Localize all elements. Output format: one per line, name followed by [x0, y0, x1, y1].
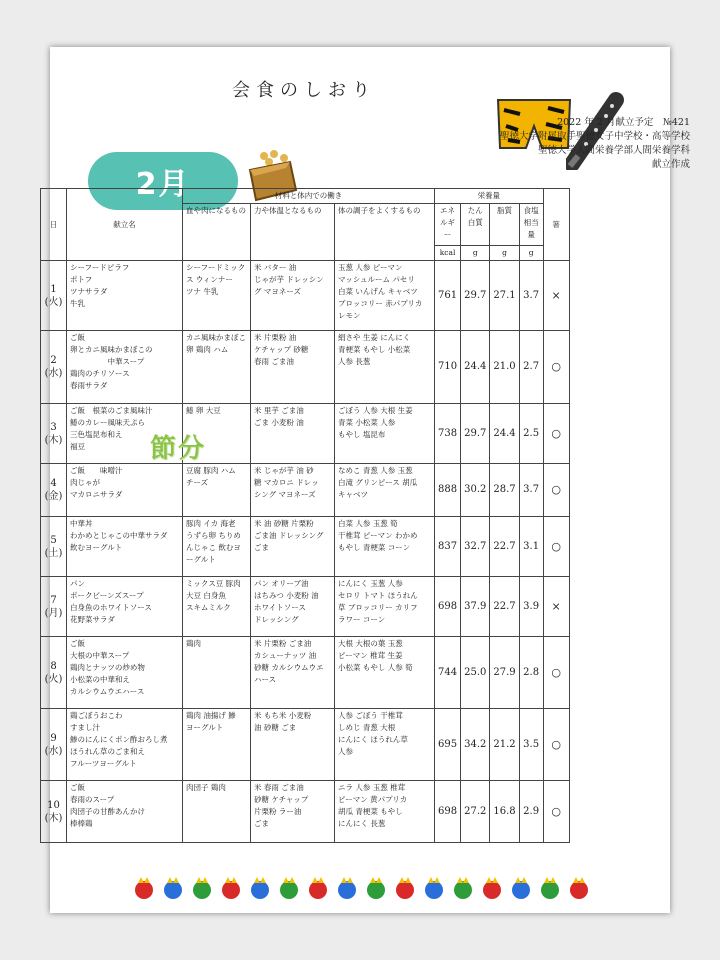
list-item: 草 ブロッコリー カリフ	[338, 603, 418, 612]
weekday: (水)	[44, 368, 63, 379]
weekday: (木)	[44, 812, 63, 824]
footer-oni-mark	[164, 881, 182, 899]
list-item: 肉団子 鶏肉	[186, 783, 226, 792]
list-item: なめこ 青葱 人参 玉葱	[338, 466, 413, 475]
list-item: 白菜 いんげん キャベツ	[338, 287, 418, 296]
protein-value: 37.9	[461, 577, 490, 637]
footer-oni-mark	[570, 881, 588, 899]
list-item: 米 油 砂糖 片栗粉	[254, 519, 314, 528]
menu-cell	[67, 709, 183, 781]
weekday: (火)	[44, 673, 63, 685]
list-item: 白身魚のホワイトソース	[70, 603, 152, 612]
list-item: カニ風味かまぼこ	[186, 333, 246, 342]
list-item: 鶏肉	[186, 639, 201, 648]
weekday: (水)	[44, 745, 63, 757]
energy-value: 698	[435, 577, 461, 637]
salt-value: 3.7	[519, 464, 543, 517]
list-item: 人参 長葱	[338, 357, 371, 366]
list-item: 白滝 グリンピース 胡瓜	[338, 478, 418, 487]
footer-oni-mark	[541, 881, 559, 899]
list-item: 鰆のカレー風味天ぷら	[70, 418, 145, 427]
energy-value: 744	[435, 637, 461, 709]
list-item: 鶏ごぼうおこわ	[70, 711, 123, 720]
list-item: カルシウムウエハース	[70, 687, 145, 696]
day-cell	[41, 404, 67, 464]
header-protein: たん白質	[461, 204, 490, 246]
list-item: ツナサラダ	[70, 287, 108, 296]
list-item: 肉じゃが	[70, 478, 100, 487]
weekday: (火)	[44, 296, 63, 308]
green-group-cell	[335, 517, 435, 577]
footer-oni-row-icon	[130, 876, 590, 900]
list-item: ごま	[254, 543, 269, 552]
energy-value: 888	[435, 464, 461, 517]
protein-value: 34.2	[461, 709, 490, 781]
day-number: 10	[47, 799, 60, 811]
list-item: 飲むヨーグルト	[70, 543, 123, 552]
energy-value: 738	[435, 404, 461, 464]
red-group-cell	[183, 464, 251, 517]
unit-protein: g	[461, 246, 490, 261]
header-yellow-group: 力や体温となるもの	[251, 204, 335, 261]
list-item: 油 砂糖 ごま	[254, 723, 297, 732]
day-cell	[41, 781, 67, 843]
table-row	[41, 709, 570, 781]
day-cell	[41, 637, 67, 709]
list-item: ニラ 人参 玉葱 椎茸	[338, 783, 406, 792]
footer-oni-mark	[367, 881, 385, 899]
list-item: もやし 塩昆布	[338, 430, 386, 439]
protein-value: 29.7	[461, 261, 490, 331]
header-nutrition: 栄養量	[435, 189, 544, 204]
day-number: 8	[50, 660, 57, 672]
list-item: ごま	[254, 819, 269, 828]
list-item: 鶏肉とナッツの炒め物	[70, 663, 145, 672]
header-fat: 脂質	[490, 204, 519, 246]
weekday: (木)	[44, 434, 63, 446]
month-badge: 2月	[88, 152, 238, 210]
energy-value: 698	[435, 781, 461, 843]
table-row	[41, 464, 570, 517]
list-item: 豚肉 イカ 海老	[186, 519, 236, 528]
chopsticks-mark: ○	[543, 404, 569, 464]
page-title: 会食のしおり	[232, 80, 376, 101]
menu-table-body	[41, 261, 570, 843]
day-number: 4	[50, 478, 57, 489]
list-item: 鶏肉 油揚げ 鯵	[186, 711, 236, 720]
red-group-cell	[183, 261, 251, 331]
green-group-cell	[335, 404, 435, 464]
fat-value: 16.8	[490, 781, 519, 843]
list-item: 絹さや 生姜 にんにく	[338, 333, 411, 342]
header-red-group: 血や肉になるもの	[183, 204, 251, 261]
day-number: 1	[50, 283, 57, 295]
menu-cell	[67, 464, 183, 517]
chopsticks-mark: ○	[543, 709, 569, 781]
list-item: ドレッシング	[254, 615, 299, 624]
menu-cell	[67, 637, 183, 709]
list-item: 小松菜 もやし 人参 筍	[338, 663, 413, 672]
energy-value: 695	[435, 709, 461, 781]
list-item: 米 バター 油	[254, 263, 297, 272]
list-item: 米 片栗粉 ごま油	[254, 639, 312, 648]
chopsticks-mark: ○	[543, 637, 569, 709]
list-item: グ マヨネーズ	[254, 287, 302, 296]
list-item: 干椎茸 ピーマン わかめ	[338, 531, 418, 540]
salt-value: 2.5	[519, 404, 543, 464]
header-ingredients: 材料と体内での働き	[183, 189, 435, 204]
footer-oni-mark	[454, 881, 472, 899]
footer-oni-mark	[338, 881, 356, 899]
yellow-group-cell	[251, 517, 335, 577]
list-item: 大根の中華スープ	[70, 651, 130, 660]
list-item: マカロニサラダ	[70, 490, 123, 499]
department-name: 聖徳大学人間栄養学部人間栄養学科	[537, 145, 690, 156]
fat-value: 27.9	[490, 637, 519, 709]
header-energy: エネルギー	[435, 204, 461, 246]
menu-cell	[67, 577, 183, 637]
red-group-cell	[183, 781, 251, 843]
table-row	[41, 331, 570, 404]
list-item: 福豆	[70, 442, 85, 451]
green-group-cell	[335, 709, 435, 781]
protein-value: 29.7	[461, 404, 490, 464]
table-row	[41, 637, 570, 709]
red-group-cell	[183, 517, 251, 577]
green-group-cell	[335, 331, 435, 404]
header-green-group: 体の調子をよくするもの	[335, 204, 435, 261]
yellow-group-cell	[251, 404, 335, 464]
salt-value: 2.7	[519, 331, 543, 404]
yellow-group-cell	[251, 781, 335, 843]
day-cell	[41, 517, 67, 577]
list-item: ポトフ	[70, 275, 93, 284]
list-item: しめじ 青葱 大根	[338, 723, 396, 732]
list-item: 大豆 白身魚	[186, 591, 226, 600]
salt-value: 3.1	[519, 517, 543, 577]
list-item: シーフードピラフ	[70, 263, 130, 272]
list-item: にんにく 長葱	[338, 819, 386, 828]
salt-value: 2.8	[519, 637, 543, 709]
list-item: 青菜 小松菜 人参	[338, 418, 396, 427]
school-name: 聖徳大学附属取手聖徳女子中学校・高等学校	[499, 131, 690, 142]
header-menu: 献立名	[67, 189, 183, 261]
green-group-cell	[335, 781, 435, 843]
list-item: ピーマン 椎茸 生姜	[338, 651, 403, 660]
day-cell	[41, 331, 67, 404]
list-item: 肉団子の甘酢あんかけ	[70, 807, 145, 816]
yellow-group-cell	[251, 577, 335, 637]
protein-value: 27.2	[461, 781, 490, 843]
list-item: ホワイトソース	[254, 603, 306, 612]
list-item: 棒棒鶏	[70, 819, 93, 828]
footer-oni-mark	[251, 881, 269, 899]
table-row	[41, 517, 570, 577]
day-cell	[41, 261, 67, 331]
day-cell	[41, 709, 67, 781]
list-item: 米 里芋 ごま油	[254, 406, 304, 415]
footer-oni-mark	[222, 881, 240, 899]
list-item: パン オリーブ油	[254, 579, 309, 588]
footer-oni-mark	[483, 881, 501, 899]
table-row	[41, 404, 570, 464]
red-group-cell	[183, 331, 251, 404]
list-item: キャベツ	[338, 490, 368, 499]
chopsticks-mark: ○	[543, 517, 569, 577]
red-group-cell	[183, 709, 251, 781]
list-item: 花野菜サラダ	[70, 615, 115, 624]
list-item: 小松菜の中華和え	[70, 675, 130, 684]
chopsticks-mark: ○	[543, 464, 569, 517]
protein-value: 24.4	[461, 331, 490, 404]
protein-value: 30.2	[461, 464, 490, 517]
footer-oni-mark	[396, 881, 414, 899]
list-item: うずら卵 ちりめ	[186, 531, 241, 540]
list-item: ヨーグルト	[186, 723, 224, 732]
list-item: 鶏肉のチリソース	[70, 369, 130, 378]
header-salt: 食塩相当量	[519, 204, 543, 246]
fat-value: 22.7	[490, 577, 519, 637]
list-item: セロリ トマト ほうれん	[338, 591, 418, 600]
list-item: 米 もち米 小麦粉	[254, 711, 312, 720]
list-item: 春雨のスープ	[70, 795, 115, 804]
green-group-cell	[335, 464, 435, 517]
list-item: 玉葱 人参 ピーマン	[338, 263, 403, 272]
info-block	[500, 116, 690, 172]
day-cell	[41, 577, 67, 637]
schedule-line: 2022 年 2 月献立予定 №421	[557, 117, 690, 128]
header-day: 日	[41, 189, 67, 261]
list-item: 卵とカニ風味かまぼこの	[70, 345, 153, 354]
list-item: 大根 大根の葉 玉葱	[338, 639, 403, 648]
menu-cell	[67, 781, 183, 843]
list-item: にんにく 玉葱 人参	[338, 579, 403, 588]
list-item: 豆腐 豚肉 ハム	[186, 466, 236, 475]
red-group-cell	[183, 577, 251, 637]
list-item: 牛乳	[70, 299, 85, 308]
footer-oni-mark	[193, 881, 211, 899]
footer-oni-mark	[309, 881, 327, 899]
green-group-cell	[335, 577, 435, 637]
list-item: フルーツヨーグルト	[70, 759, 137, 768]
list-item: にんにく ほうれん草	[338, 735, 408, 744]
list-item: ご飯 味噌汁	[70, 466, 123, 475]
list-item: 米 じゃが芋 油 砂	[254, 466, 314, 475]
list-item: んじゃこ 飲むヨ	[186, 543, 241, 552]
menu-table	[40, 188, 570, 843]
list-item: シーフードミック	[186, 263, 246, 272]
list-item: 胡瓜 青梗菜 もやし	[338, 807, 403, 816]
list-item: 鯵のにんにくポン酢おろし煮	[70, 735, 168, 744]
fat-value: 27.1	[490, 261, 519, 331]
list-item: ごぼう 人参 大根 生姜	[338, 406, 413, 415]
day-number: 3	[50, 421, 57, 433]
fat-value: 21.2	[490, 709, 519, 781]
list-item: レモン	[338, 311, 361, 320]
list-item: 人参	[338, 747, 353, 756]
fat-value: 21.0	[490, 331, 519, 404]
list-item: はちみつ 小麦粉 油	[254, 591, 319, 600]
energy-value: 710	[435, 331, 461, 404]
list-item: 人参 ごぼう 干椎茸	[338, 711, 403, 720]
list-item: マッシュルーム パセリ	[338, 275, 415, 284]
list-item: ーグルト	[186, 555, 216, 564]
day-cell	[41, 464, 67, 517]
yellow-group-cell	[251, 637, 335, 709]
list-item: ハース	[254, 675, 277, 684]
list-item: ケチャップ 砂糖	[254, 345, 309, 354]
list-item: 春雨 ごま油	[254, 357, 294, 366]
salt-value: 3.5	[519, 709, 543, 781]
weekday: (金)	[44, 491, 63, 502]
chopsticks-mark: ○	[543, 781, 569, 843]
green-group-cell	[335, 261, 435, 331]
energy-value: 761	[435, 261, 461, 331]
unit-fat: g	[490, 246, 519, 261]
list-item: 片栗粉 ラー油	[254, 807, 302, 816]
chopsticks-mark: ×	[543, 261, 569, 331]
list-item: スキムミルク	[186, 603, 231, 612]
red-group-cell	[183, 637, 251, 709]
chopsticks-mark: ×	[543, 577, 569, 637]
salt-value: 2.9	[519, 781, 543, 843]
list-item: ミックス豆 豚肉	[186, 579, 241, 588]
list-item: ス ウィンナー	[186, 275, 233, 284]
footer-oni-mark	[425, 881, 443, 899]
list-item: 砂糖 ケチャップ	[254, 795, 309, 804]
menu-cell	[67, 331, 183, 404]
author-line: 献立作成	[651, 159, 690, 170]
list-item: ごま油 ドレッシング	[254, 531, 324, 540]
menu-cell	[67, 517, 183, 577]
list-item: 米 春雨 ごま油	[254, 783, 304, 792]
unit-energy: kcal	[435, 246, 461, 261]
protein-value: 25.0	[461, 637, 490, 709]
day-number: 7	[50, 594, 57, 606]
day-number: 2	[50, 355, 57, 366]
list-item: カシューナッツ 油	[254, 651, 317, 660]
list-item: パン	[70, 579, 85, 588]
list-item: 中華スープ	[70, 357, 145, 366]
yellow-group-cell	[251, 331, 335, 404]
list-item: わかめとじゃこの中華サラダ	[70, 531, 168, 540]
header-chopsticks: 箸	[543, 189, 569, 261]
list-item: ピーマン 黄パプリカ	[338, 795, 408, 804]
green-group-cell	[335, 637, 435, 709]
energy-value: 837	[435, 517, 461, 577]
protein-value: 32.7	[461, 517, 490, 577]
list-item: 青梗菜 もやし 小松菜	[338, 345, 411, 354]
list-item: ご飯 根菜のごま風味汁	[70, 406, 153, 415]
list-item: ごま 小麦粉 油	[254, 418, 304, 427]
list-item: 白菜 人参 玉葱 筍	[338, 519, 398, 528]
list-item: ご飯	[70, 783, 85, 792]
menu-cell	[67, 261, 183, 331]
list-item: ツナ 牛乳	[186, 287, 219, 296]
list-item: ほうれん草のごま和え	[70, 747, 145, 756]
list-item: チーズ	[186, 478, 209, 487]
list-item: 鰆 卵 大豆	[186, 406, 221, 415]
salt-value: 3.7	[519, 261, 543, 331]
day-number: 5	[50, 534, 57, 546]
list-item: 三色塩昆布和え	[70, 430, 123, 439]
yellow-group-cell	[251, 464, 335, 517]
list-item: すまし汁	[70, 723, 100, 732]
table-row	[41, 577, 570, 637]
weekday: (月)	[44, 607, 63, 619]
list-item: ご飯	[70, 333, 85, 342]
footer-oni-mark	[512, 881, 530, 899]
weekday: (土)	[44, 547, 63, 559]
list-item: 卵 鶏肉 ハム	[186, 345, 229, 354]
list-item: 米 片栗粉 油	[254, 333, 297, 342]
table-row	[41, 781, 570, 843]
yellow-group-cell	[251, 709, 335, 781]
list-item: 砂糖 カルシウムウエ	[254, 663, 324, 672]
footer-oni-mark	[280, 881, 298, 899]
list-item: もやし 青梗菜 コーン	[338, 543, 411, 552]
setsubun-label: 節分	[150, 434, 207, 464]
footer-oni-mark	[135, 881, 153, 899]
list-item: じゃが芋 ドレッシン	[254, 275, 324, 284]
day-number: 9	[50, 732, 57, 744]
table-row	[41, 261, 570, 331]
fat-value: 22.7	[490, 517, 519, 577]
list-item: 春雨サラダ	[70, 381, 108, 390]
list-item: ご飯	[70, 639, 85, 648]
list-item: 中華丼	[70, 519, 93, 528]
chopsticks-mark: ○	[543, 331, 569, 404]
list-item: シング マヨネーズ	[254, 490, 316, 499]
list-item: 糖 マカロニ ドレッ	[254, 478, 319, 487]
unit-salt: g	[519, 246, 543, 261]
salt-value: 3.9	[519, 577, 543, 637]
list-item: ブロッコリー 赤パプリカ	[338, 299, 423, 308]
fat-value: 28.7	[490, 464, 519, 517]
list-item: ポークビーンズスープ	[70, 591, 144, 600]
yellow-group-cell	[251, 261, 335, 331]
fat-value: 24.4	[490, 404, 519, 464]
list-item: ラワー コーン	[338, 615, 386, 624]
